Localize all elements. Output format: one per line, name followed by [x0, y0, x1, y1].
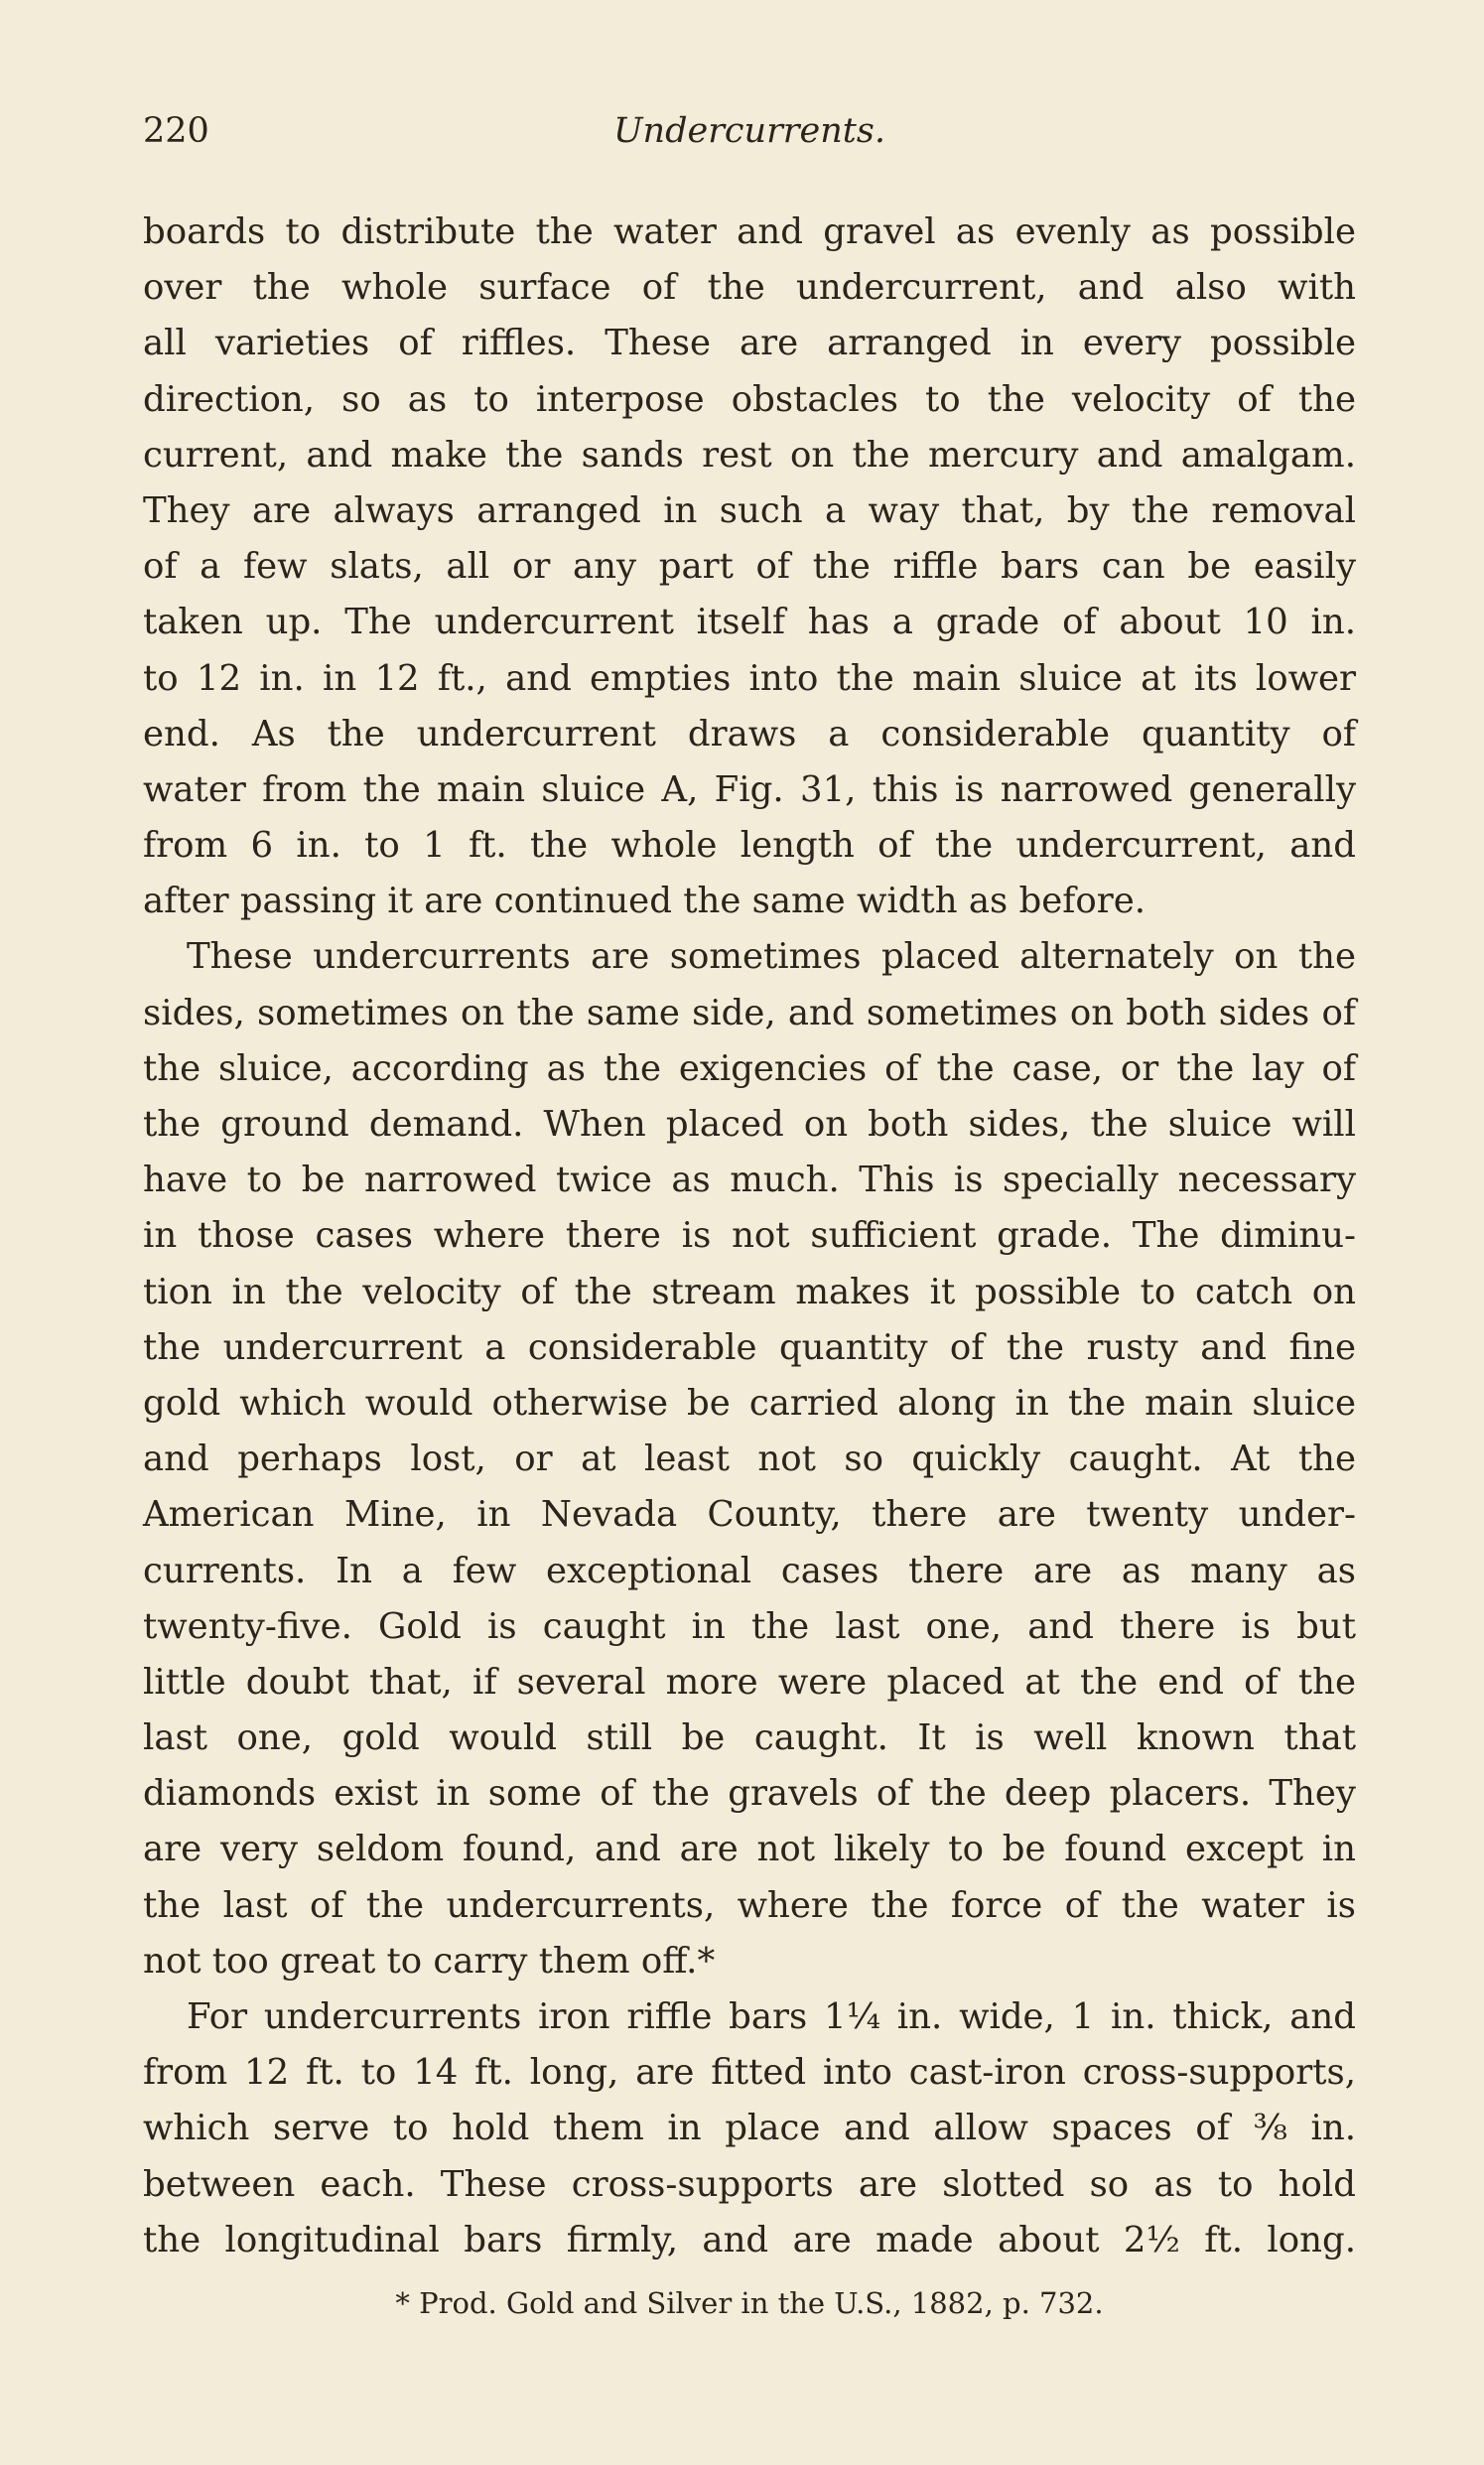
text-line: between each. These cross-supports are slotted so as to hold	[143, 2163, 1356, 2205]
text-line: after passing it are continued the same width as before.	[143, 881, 1147, 922]
text-line: the undercurrent a considerable quantity of the rusty and fine	[143, 1326, 1356, 1368]
text-line: taken up. The undercurrent itself has a grade of about 10 in.	[143, 602, 1356, 643]
text-line: little doubt that, if several more were placed at the end of the	[143, 1661, 1356, 1703]
text-line: They are always arranged in such a way that, by the removal	[143, 489, 1356, 531]
text-line: all varieties of riffles. These are arranged in every possible	[143, 323, 1356, 364]
text-line: over the whole surface of the undercurrent, and also with	[143, 267, 1356, 309]
text-line: in those cases where there is not sufficient grade. The diminu-	[143, 1215, 1356, 1257]
body-text	[143, 205, 1356, 2268]
running-title: Undercurrents.	[613, 111, 885, 151]
text-line: These undercurrents are sometimes placed alternately on the	[187, 936, 1356, 978]
text-line: the last of the undercurrents, where the force of the water is	[143, 1884, 1356, 1926]
text-line: currents. In a few exceptional cases there are as many as	[143, 1550, 1356, 1591]
text-line: gold which would otherwise be carried along in the main sluice	[143, 1382, 1356, 1424]
text-line: end. As the undercurrent draws a considerable quantity of	[143, 713, 1356, 754]
text-line: For undercurrents iron riffle bars 1¼ in. wide, 1 in. thick, and	[187, 1996, 1356, 2037]
text-line: direction, so as to interpose obstacles to the velocity of the	[143, 378, 1356, 420]
text-line: the longitudinal bars firmly, and are made about 2½ ft. long.	[143, 2219, 1356, 2260]
text-line: the ground demand. When placed on both sides, the sluice will	[143, 1104, 1356, 1145]
text-line: boards to distribute the water and gravel as evenly as possible	[143, 211, 1356, 252]
text-line: of a few slats, all or any part of the riffle bars can be easily	[143, 546, 1356, 588]
text-line: sides, sometimes on the same side, and sometimes on both sides of	[143, 992, 1356, 1033]
text-line: diamonds exist in some of the gravels of the deep placers. They	[143, 1773, 1356, 1815]
text-line: which serve to hold them in place and allow spaces of ⅜ in.	[143, 2108, 1356, 2149]
text-line: last one, gold would still be caught. It is well known that	[143, 1717, 1356, 1759]
text-line: to 12 in. in 12 ft., and empties into the main sluice at its lower	[143, 657, 1356, 699]
text-line: and perhaps lost, or at least not so quickly caught. At the	[143, 1438, 1356, 1480]
text-line: have to be narrowed twice as much. This is specially necessary	[143, 1160, 1356, 1201]
text-line: twenty-five. Gold is caught in the last one, and there is but	[143, 1605, 1356, 1647]
text-line: water from the main sluice A, Fig. 31, this is narrowed generally	[143, 768, 1356, 810]
text-line: from 12 ft. to 14 ft. long, are fitted into cast-iron cross-supports,	[143, 2052, 1356, 2094]
page-header	[143, 111, 1356, 171]
text-line: tion in the velocity of the stream makes it possible to catch on	[143, 1271, 1356, 1312]
text-line: American Mine, in Nevada County, there are twenty under-	[143, 1494, 1356, 1536]
text-line: current, and make the sands rest on the mercury and amalgam.	[143, 434, 1356, 476]
text-line: are very seldom found, and are not likely to be found except in	[143, 1829, 1356, 1870]
footnote: * Prod. Gold and Silver in the U.S., 1882, p. 732.	[395, 2286, 1104, 2320]
text-line: not too great to carry them off.*	[143, 1940, 716, 1982]
text-line: the sluice, according as the exigencies of the case, or the lay of	[143, 1047, 1356, 1089]
text-line: from 6 in. to 1 ft. the whole length of the undercurrent, and	[143, 825, 1356, 867]
page-number: 220	[143, 111, 209, 151]
